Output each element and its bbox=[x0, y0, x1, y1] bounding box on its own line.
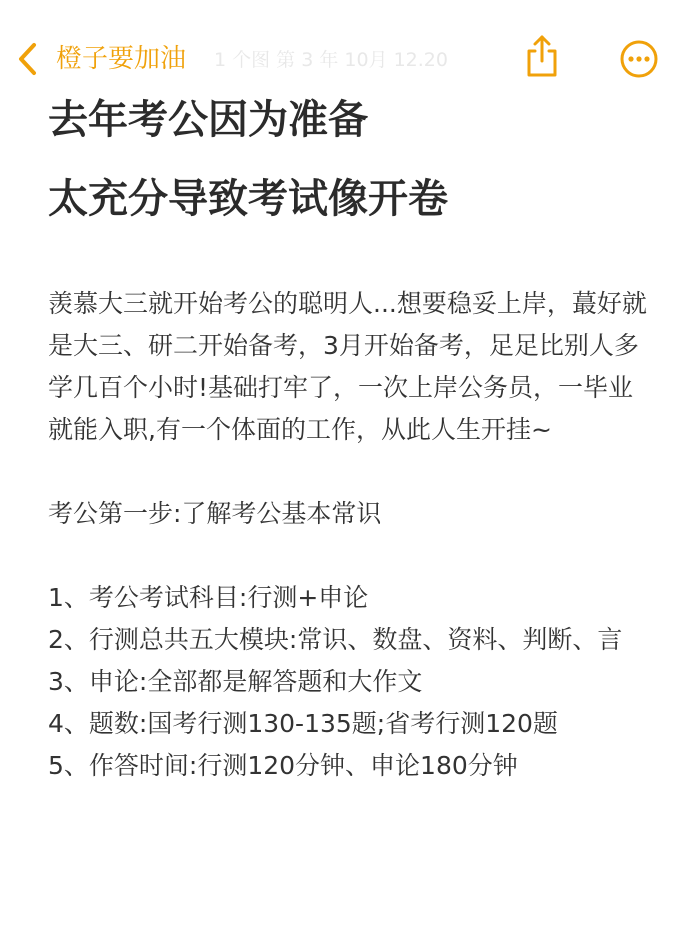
title-line-1: 去年考公因为准备 bbox=[48, 97, 368, 143]
share-icon[interactable] bbox=[522, 33, 562, 79]
spacer bbox=[48, 451, 648, 493]
chevron-left-icon[interactable] bbox=[14, 40, 42, 78]
intro-paragraph: 羡慕大三就开始考公的聪明人...想要稳妥上岸，蕞好就是大三、研二开始备考，3月开始备考，足足比别人多学几百个小时!基础打牢了，一次上岸公务员，一毕业就能入职,有一个体面的工作，从此人生开挂~ bbox=[48, 289, 647, 444]
post-title bbox=[48, 96, 648, 254]
post-body bbox=[48, 283, 648, 787]
more-icon[interactable] bbox=[619, 39, 659, 79]
title-line-2: 太充分导致考试像开卷 bbox=[48, 176, 448, 222]
list-item: 4、题数:国考行测130-135题;省考行测120题 bbox=[48, 709, 558, 738]
spacer bbox=[48, 535, 648, 577]
list-item: 1、考公考试科目:行测+申论 bbox=[48, 583, 369, 612]
list-item: 3、申论:全部都是解答题和大作文 bbox=[48, 667, 423, 696]
list-item: 5、作答时间:行测120分钟、申论180分钟 bbox=[48, 751, 518, 780]
faded-caption: 1 个图 第 3 年 10月 12.20 bbox=[214, 49, 448, 71]
step-heading: 考公第一步:了解考公基本常识 bbox=[48, 499, 382, 528]
list-item: 2、行测总共五大模块:常识、数盘、资料、判断、言 bbox=[48, 625, 623, 654]
author-name[interactable]: 橙子要加油 bbox=[56, 44, 187, 74]
